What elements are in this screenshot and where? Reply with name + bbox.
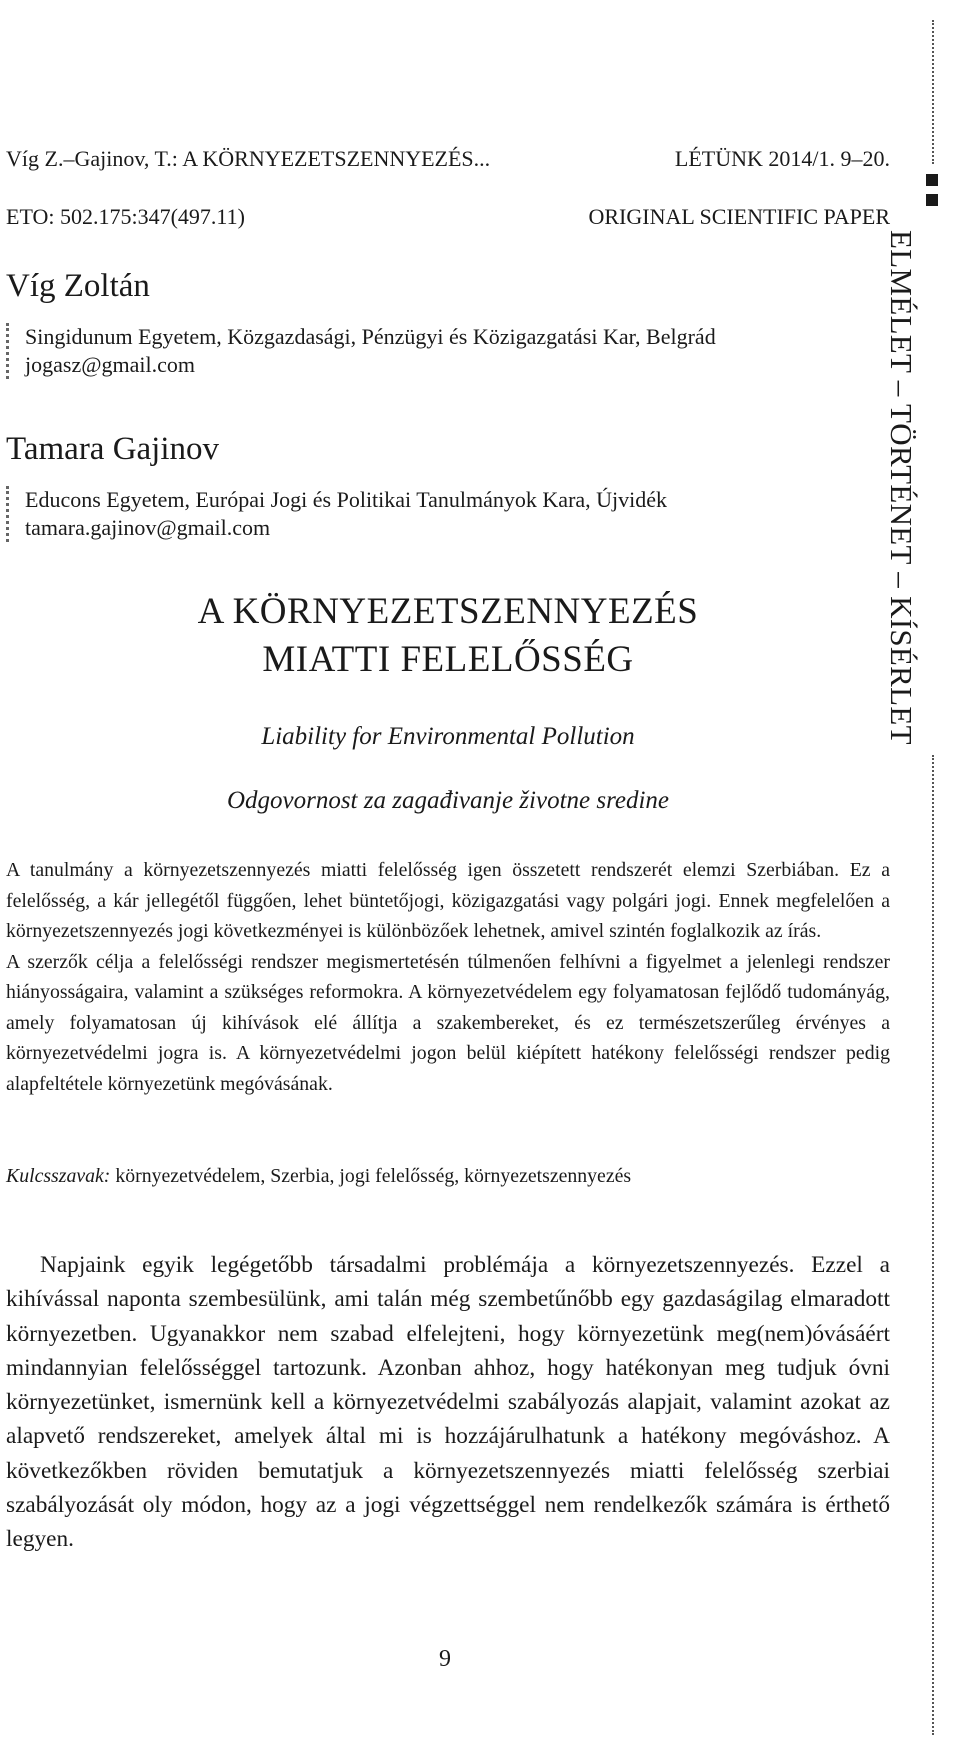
side-rail-dots-bottom: [932, 755, 934, 1735]
author-2-affiliation-block: [6, 486, 667, 542]
author-2-name: Tamara Gajinov: [6, 431, 220, 467]
side-rail-square-1: [926, 174, 938, 186]
keywords: [6, 1163, 890, 1189]
running-header-left: Víg Z.–Gajinov, T.: A KÖRNYEZETSZENNYEZÉS...: [6, 146, 491, 171]
udc-code: ETO: 502.175:347(497.11): [6, 204, 245, 229]
author-2-email: tamara.gajinov@gmail.com: [25, 515, 271, 540]
classification-line: [6, 204, 890, 230]
title-serbian: Odgovornost za zagađivanje životne sredine: [226, 787, 670, 814]
body-paragraph: Napjaink egyik legégetőbb társadalmi problémája a környezetszennyezés. Ezzel a kihívással naponta szembesülünk, ami talán még szembetűnőbb egy gazdaságilag elmaradott környezetben. Ugyanakkor nem szabad elfelejteni, hogy környezetünk meg(nem)óvásáért mindannyian felelősséggel tartozunk. Azonban ahhoz, hogy hatékonyan meg tudjuk óvni környezetünket, ismernünk kell a környezetvédelmi szabályozás alapjait, valamint azokat az alapvető rendszereket, amelyek által mi is hozzájárulhatunk a hatékony megóváshoz. A következőkben röviden bemutatjuk a környezetszennyezés miatti felelősség szerbiai szabályozását oly módon, hogy az a jogi végzettséggel nem rendelkezők számára is érthető legyen.: [6, 1252, 890, 1553]
author-1-email: jogasz@gmail.com: [25, 352, 195, 377]
author-1-affiliation: Singidunum Egyetem, Közgazdasági, Pénzügyi és Közigazgatási Kar, Belgrád: [25, 324, 716, 349]
abstract: [6, 855, 890, 1099]
side-rail-dots-top: [932, 20, 934, 164]
author-1-affiliation-block: [6, 323, 716, 379]
side-rail-square-2: [926, 194, 938, 206]
side-rail-label: ELMÉLET – TÖRTÉNET – KÍSÉRLET: [884, 230, 919, 745]
title-english: Liability for Environmental Pollution: [261, 723, 635, 750]
keywords-text: környezetvédelem, Szerbia, jogi felelősség, környezetszennyezés: [115, 1165, 632, 1187]
title-line-1: A KÖRNYEZETSZENNYEZÉS: [197, 591, 699, 632]
page-number: 9: [439, 1646, 451, 1672]
author-1-name: Víg Zoltán: [6, 268, 150, 304]
running-header: [6, 146, 890, 172]
author-2-affiliation: Educons Egyetem, Európai Jogi és Politikai Tanulmányok Kara, Újvidék: [25, 487, 668, 512]
paper-type: ORIGINAL SCIENTIFIC PAPER: [588, 204, 890, 229]
title-block: [6, 588, 890, 816]
abstract-paragraph-2: A szerzők célja a felelősségi rendszer megismertetésén túlmenően felhívni a figyelmet a jelenlegi rendszer hiányosságaira, valamint a szükséges reformokra. A környezetvédelem egy folyamatosan fejlődő tudományág, amely folyamatosan új kihívások elé állítja a szakembereket, és ez természetszerűleg érvényes a környezetvédelmi jogra is. A környezetvédelmi jogon belül kiépített hatékony felelősségi rendszer pedig alapfeltétele környezetünk megóvásának.: [6, 950, 890, 1095]
abstract-paragraph-1: A tanulmány a környezetszennyezés miatti felelősség igen összetett rendszerét elemzi Szerbiában. Ez a felelősség, a kár jellegétől függően, lehet büntetőjogi, közigazgatási vagy polgári jogi. Ennek megfelelően a környezetszennyezés jogi következményei is különbözőek lehetnek, amivel szintén foglalkozik az írás.: [6, 859, 890, 942]
running-header-right: LÉTÜNK 2014/1. 9–20.: [674, 146, 890, 171]
title-line-2: MIATTI FELELŐSSÉG: [262, 639, 634, 680]
section-side-rail: [884, 20, 956, 1740]
keywords-label: Kulcsszavak:: [6, 1165, 111, 1187]
